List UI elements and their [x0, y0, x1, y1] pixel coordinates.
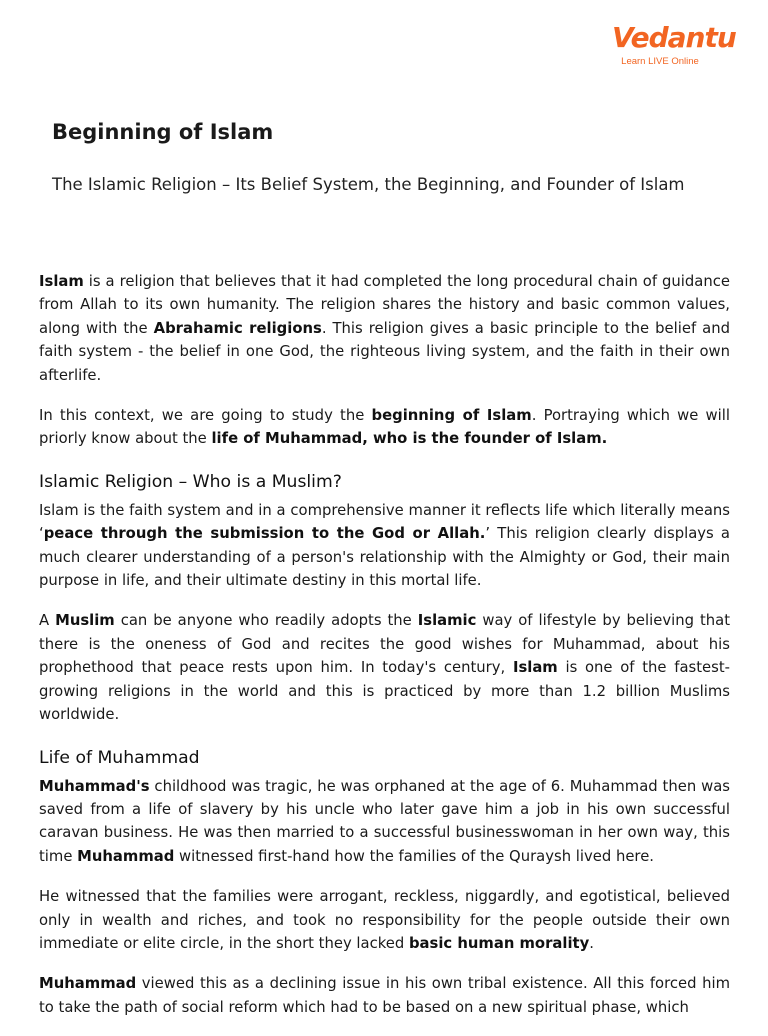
- section-heading-muslim: Islamic Religion – Who is a Muslim?: [39, 471, 342, 492]
- bold-text-run: Muhammad: [77, 847, 175, 865]
- page-subtitle: The Islamic Religion – Its Belief System, the Beginning, and Founder of Islam: [52, 175, 685, 194]
- section-heading-life: Life of Muhammad: [39, 747, 200, 768]
- logo-wordmark: Vedantu: [612, 21, 736, 54]
- vedantu-logo: [612, 21, 736, 67]
- bold-text-run: Islam: [39, 273, 84, 290]
- text-run: viewed this as a declining issue in his own tribal existence. All this forced him to take the path of social reform which had to be based on a new spiritual phase, which: [39, 975, 730, 1016]
- intro-paragraph-1: [39, 270, 730, 387]
- text-run: He witnessed that the families were arrogant, reckless, niggardly, and egotistical, believed only in wealth and riches, and took no responsibility for the people outside their own immediate or elite circle, in the short they lacked: [39, 888, 730, 952]
- text-run: witnessed first-hand how the families of the Quraysh lived here.: [174, 847, 654, 865]
- text-run: is a religion that believes that it had completed the long procedural chain of guidance from Allah to its own humanity. The religion shares the history and basic common values, along with the: [39, 273, 730, 337]
- bold-text-run: Muhammad's: [39, 777, 150, 795]
- bold-text-run: Islam: [512, 659, 558, 677]
- text-run: ’ This religion clearly displays a much clearer understanding of a person's relationship with the Almighty or God, their main purpose in life, and their ultimate destiny in this mortal life.: [39, 525, 730, 590]
- text-run: .: [589, 934, 594, 952]
- bold-text-run: Muslim: [55, 612, 115, 630]
- bold-text-run: Muhammad: [39, 975, 137, 993]
- bold-text-run: Islamic: [417, 612, 477, 630]
- life-paragraph-1: [39, 775, 730, 869]
- article-body: [39, 270, 730, 1036]
- bold-text-run: peace through the submission to the God or Allah.: [43, 525, 486, 543]
- text-run: . This religion gives a basic principle to the belief and faith system - the belief in one God, the righteous living system, and the faith in their own afterlife.: [39, 319, 730, 384]
- text-run: is one of the fastest-growing religions in the world and this is practiced by more than 1.2 billion Muslims worldwide.: [39, 659, 730, 724]
- bold-text-run: basic human morality: [408, 934, 590, 952]
- text-run: . Portraying which we will priorly know about the: [39, 407, 730, 448]
- bold-text-run: life of Muhammad, who is the founder of Islam.: [211, 430, 608, 448]
- text-run: can be anyone who readily adopts the: [114, 612, 418, 630]
- intro-paragraph-2: [39, 404, 730, 451]
- muslim-paragraph-1: [39, 499, 730, 593]
- muslim-paragraph-2: [39, 609, 730, 726]
- page-title: Beginning of Islam: [52, 120, 274, 144]
- bold-text-run: Abrahamic religions: [153, 319, 322, 337]
- text-run: In this context, we are going to study the: [39, 407, 372, 425]
- text-run: Islam is the faith system and in a comprehensive manner it reflects life which literally means ‘: [39, 501, 730, 543]
- bold-text-run: beginning of Islam: [371, 407, 532, 425]
- life-paragraph-2: [39, 885, 730, 955]
- text-run: A: [39, 612, 56, 630]
- logo-tagline: Learn LIVE Online: [621, 56, 699, 67]
- text-run: childhood was tragic, he was orphaned at the age of 6. Muhammad then was saved from a life of slavery by his uncle who later gave him a job in his own successful caravan business. He was then married to a successful businesswoman in her own way, this time: [39, 777, 730, 865]
- life-paragraph-3: [39, 972, 730, 1019]
- text-run: way of lifestyle by believing that there is the oneness of God and recites the good wishes for Muhammad, about his prophethood that peace rests upon him. In today's century,: [39, 612, 731, 677]
